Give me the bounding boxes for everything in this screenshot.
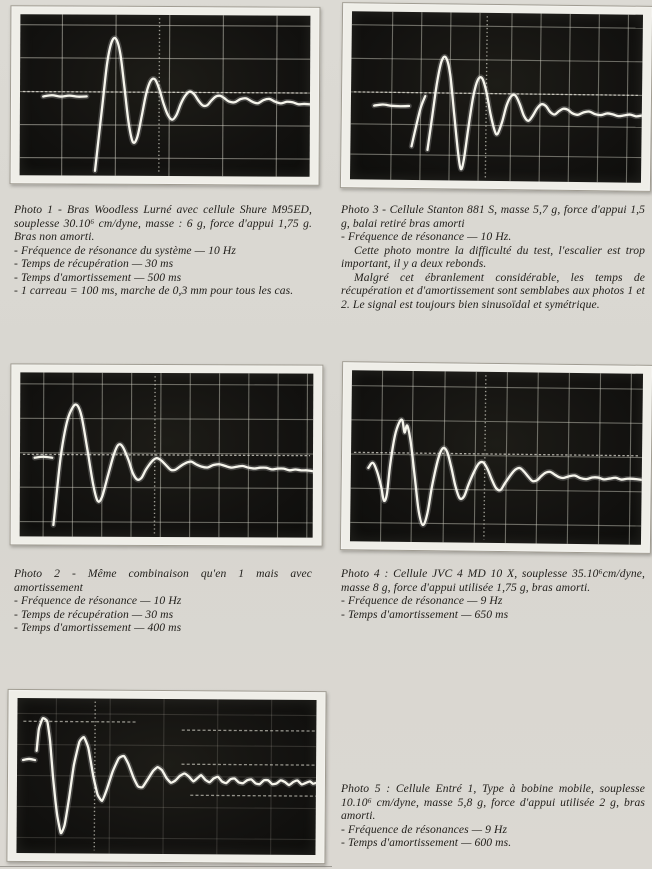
oscilloscope-screen-5	[16, 698, 316, 855]
waveform-photo-1	[20, 14, 311, 177]
waveform-photo-4	[350, 370, 643, 545]
oscilloscope-screen-3	[350, 11, 643, 183]
caption-1-resonance: - Fréquence de résonance du système — 10 Hz	[14, 243, 236, 257]
caption-1-description: Photo 1 - Bras Woodless Lurné avec cellule Shure M95ED, souplesse 30.10⁶ cm/dyne, masse : 6 g, force d'appui 1,75 g. Bras non amorti.	[14, 203, 312, 243]
caption-3-note-2: Malgré cet ébranlement considérable, les temps de récupération et d'amortissement sont semblabes aux photos 1 et 2. Le signal est toujours bien sinusoïdal et symétrique.	[341, 270, 645, 311]
caption-1-amortissement: - Temps d'amortissement — 500 ms	[14, 270, 182, 284]
caption-photo-1	[14, 203, 312, 298]
oscilloscope-photo-4	[340, 361, 652, 554]
oscilloscope-photo-1	[10, 5, 321, 186]
waveform-photo-2	[20, 372, 314, 537]
oscilloscope-screen-2	[20, 372, 314, 537]
caption-1-recuperation: - Temps de récupération — 30 ms	[14, 257, 174, 270]
caption-1-carreau: - 1 carreau = 100 ms, marche de 0,3 mm pour tous les cas.	[14, 284, 294, 297]
caption-4-amortissement: - Temps d'amortissement — 650 ms	[341, 607, 509, 621]
caption-3-description: Photo 3 - Cellule Stanton 881 S, masse 5,7 g, force d'appui 1,5 g, balai retiré bras amorti	[341, 203, 645, 230]
caption-5-amortissement: - Temps d'amortissement — 600 ms.	[341, 836, 512, 849]
caption-3-resonance: - Fréquence de résonance — 10 Hz.	[341, 230, 512, 243]
oscilloscope-photo-3	[340, 2, 652, 192]
oscilloscope-photo-5	[6, 689, 326, 864]
oscilloscope-photo-2	[10, 363, 324, 546]
caption-2-amortissement: - Temps d'amortissement — 400 ms	[14, 621, 182, 634]
caption-photo-3	[341, 203, 645, 311]
caption-photo-5	[341, 782, 645, 850]
caption-2-recuperation: - Temps de récupération — 30 ms	[14, 607, 174, 621]
caption-5-description: Photo 5 : Cellule Entré 1, Type à bobine mobile, souplesse 10.10⁶ cm/dyne, masse 5,8 g, force d'appui utilisée 2 g, bras amorti.	[341, 782, 645, 822]
scan-artifact-line	[0, 866, 332, 867]
caption-2-description: Photo 2 - Même combinaison qu'en 1 mais avec amortissement	[14, 567, 312, 594]
oscilloscope-screen-4	[350, 370, 643, 545]
caption-5-resonance: - Fréquence de résonances — 9 Hz	[341, 822, 508, 836]
oscilloscope-screen-1	[20, 14, 311, 177]
caption-photo-4	[341, 567, 645, 621]
caption-2-resonance: - Fréquence de résonance — 10 Hz	[14, 594, 182, 607]
caption-4-resonance: - Fréquence de résonance — 9 Hz	[341, 594, 503, 607]
caption-photo-2	[14, 567, 312, 635]
waveform-photo-3	[350, 11, 643, 183]
waveform-photo-5	[16, 698, 316, 855]
caption-3-note-1: Cette photo montre la difficulté du test, l'escalier est trop important, il y a deux rebonds.	[341, 243, 645, 270]
caption-4-description: Photo 4 : Cellule JVC 4 MD 10 X, souplesse 35.10⁶cm/dyne, masse 8 g, force d'appui utilisée 1,75 g, bras amorti.	[341, 567, 645, 594]
